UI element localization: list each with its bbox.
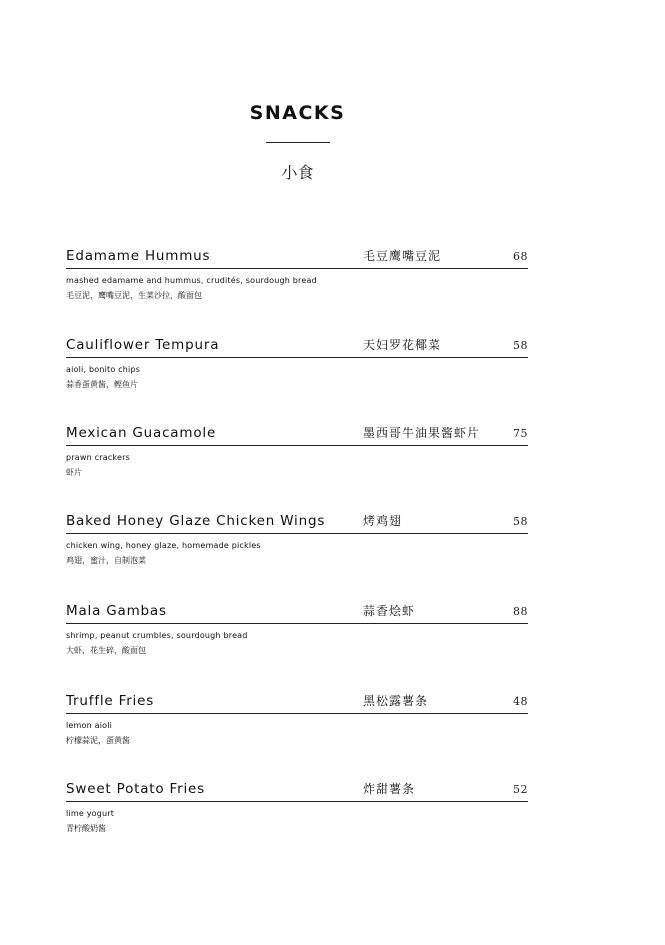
menu-item xyxy=(66,248,528,301)
menu-item xyxy=(66,425,528,478)
menu-item-row xyxy=(66,603,528,624)
item-price: 75 xyxy=(513,427,528,440)
item-name-cn: 毛豆鹰嘴豆泥 xyxy=(363,249,442,263)
item-name-cn: 烤鸡翅 xyxy=(363,514,403,528)
item-price: 68 xyxy=(513,250,528,263)
menu-item-row xyxy=(66,337,528,358)
item-description-cn: 大虾，花生碎，酸面包 xyxy=(66,646,146,655)
menu-item-row xyxy=(66,248,528,269)
item-name: Mala Gambas xyxy=(66,603,167,619)
menu-item-row xyxy=(66,781,528,802)
menu-item xyxy=(66,693,528,746)
menu-item-row xyxy=(66,425,528,446)
item-name-cn: 炸甜薯条 xyxy=(363,782,416,796)
page-title: SNACKS xyxy=(249,102,346,124)
item-name-cn: 天妇罗花椰菜 xyxy=(363,338,442,352)
item-description: shrimp, peanut crumbles, sourdough bread xyxy=(66,631,248,640)
item-name: Truffle Fries xyxy=(66,693,155,709)
item-description: mashed edamame and hummus, crudités, sourdough bread xyxy=(66,276,317,285)
item-price: 58 xyxy=(513,339,528,352)
item-description-cn: 蒜香蛋黄酱，鲣鱼片 xyxy=(66,380,138,389)
item-price: 48 xyxy=(513,695,528,708)
item-name-cn: 蒜香烩虾 xyxy=(363,604,416,618)
item-name: Edamame Hummus xyxy=(66,248,211,264)
item-name-cn: 黑松露薯条 xyxy=(363,694,429,708)
menu-item-row xyxy=(66,513,528,534)
item-description: lemon aioli xyxy=(66,721,113,730)
item-description-cn: 毛豆泥，鹰嘴豆泥，生菜沙拉，酸面包 xyxy=(66,291,202,300)
menu-item xyxy=(66,513,528,566)
item-description-cn: 青柠酸奶酱 xyxy=(66,824,106,833)
menu-item xyxy=(66,337,528,390)
menu-item xyxy=(66,603,528,656)
item-price: 88 xyxy=(513,605,528,618)
item-name: Sweet Potato Fries xyxy=(66,781,205,797)
page-subtitle: 小食 xyxy=(281,163,314,182)
item-name: Cauliflower Tempura xyxy=(66,337,220,353)
item-name: Mexican Guacamole xyxy=(66,425,217,441)
title-divider xyxy=(266,142,330,143)
item-price: 58 xyxy=(513,515,528,528)
item-description: aioli, bonito chips xyxy=(66,365,141,374)
menu-item-row xyxy=(66,693,528,714)
item-description: prawn crackers xyxy=(66,453,130,462)
item-price: 52 xyxy=(513,783,528,796)
item-name: Baked Honey Glaze Chicken Wings xyxy=(66,513,326,529)
item-description-cn: 鸡翅，蜜汁，自制泡菜 xyxy=(66,556,146,565)
item-description: lime yogurt xyxy=(66,809,115,818)
item-description-cn: 虾片 xyxy=(66,468,82,477)
item-description-cn: 柠檬蒜泥，蛋黄酱 xyxy=(66,736,130,745)
item-description: chicken wing, honey glaze, homemade pickles xyxy=(66,541,261,550)
menu-item xyxy=(66,781,528,834)
item-name-cn: 墨西哥牛油果酱虾片 xyxy=(363,426,481,440)
